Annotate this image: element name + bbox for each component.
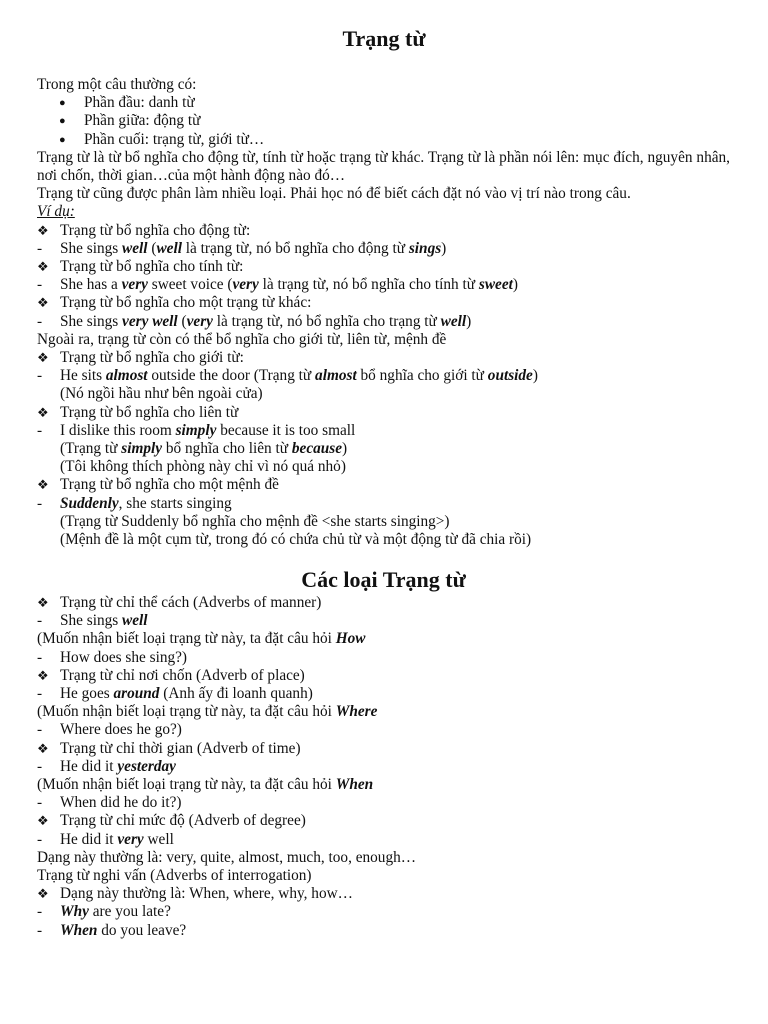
example-heading: ❖ Trạng từ bổ nghĩa cho một trạng từ khác:	[37, 294, 312, 312]
page-title: Trạng từ	[342, 26, 426, 51]
example-heading: ❖ Trạng từ bổ nghĩa cho tính từ:	[37, 258, 244, 276]
diamond-bullet-icon: ❖	[37, 477, 49, 493]
example-note: (Trạng từ Suddenly bổ nghĩa cho mệnh đề <she starts singing>)	[60, 512, 450, 530]
bullet-dot-icon: ●	[59, 115, 66, 128]
diamond-bullet-icon: ❖	[37, 404, 49, 420]
dash-bullet-icon: -	[37, 421, 43, 439]
dash-bullet-icon: -	[37, 312, 43, 330]
example-sentence: - When do you leave?	[37, 921, 187, 939]
example-note: (Trạng từ simply bổ nghĩa cho liên từ because)	[60, 440, 348, 458]
diamond-bullet-icon: ❖	[37, 259, 49, 275]
type-heading: ❖ Trạng từ chỉ nơi chốn (Adverb of place)	[37, 666, 305, 684]
example-label: Ví dụ:	[37, 203, 75, 221]
dash-bullet-icon: -	[37, 648, 43, 666]
diamond-bullet-icon: ❖	[37, 740, 49, 756]
example-heading: ❖ Trạng từ bổ nghĩa cho động từ:	[37, 221, 251, 239]
diamond-bullet-icon: ❖	[37, 813, 49, 829]
type-heading: ❖ Trạng từ chỉ thể cách (Adverbs of manner)	[37, 594, 322, 611]
example-note: (Nó ngồi hầu như bên ngoài cửa)	[60, 385, 263, 403]
example-sentence: - How does she sing?)	[37, 648, 188, 666]
dash-bullet-icon: -	[37, 794, 43, 812]
dash-bullet-icon: -	[37, 903, 43, 921]
example-heading: ❖ Trạng từ bổ nghĩa cho liên từ	[37, 403, 239, 421]
list-item: ● Phần giữa: động từ	[59, 112, 201, 130]
diamond-bullet-icon: ❖	[37, 295, 49, 311]
section-title: Các loại Trạng từ	[301, 567, 466, 592]
list-item: ● Phần cuối: trạng từ, giới từ…	[59, 130, 265, 148]
bullet-dot-icon: ●	[59, 133, 66, 146]
section-intro	[37, 76, 730, 549]
paragraph: Ngoài ra, trạng từ còn có thể bổ nghĩa cho giới từ, liên từ, mệnh đề	[37, 330, 447, 348]
paragraph: Dạng này thường là: very, quite, almost, much, too, enough…	[37, 848, 417, 866]
intro-lead: Trong một câu thường có:	[37, 76, 197, 93]
example-sentence: - She sings well	[37, 612, 148, 630]
diamond-bullet-icon: ❖	[37, 886, 49, 902]
example-note: (Tôi không thích phòng này chỉ vì nó quá nhỏ)	[60, 458, 346, 476]
example-sentence: - Why are you late?	[37, 903, 171, 921]
dash-bullet-icon: -	[37, 494, 43, 512]
example-sentence: - Where does he go?)	[37, 721, 182, 739]
example-sentence: - When did he do it?)	[37, 794, 182, 812]
question-hint: (Muốn nhận biết loại trạng từ này, ta đặt câu hỏi When	[37, 776, 374, 794]
example-heading: ❖ Trạng từ bổ nghĩa cho một mệnh đề	[37, 476, 279, 494]
list-item: ● Phần đầu: danh từ	[59, 94, 195, 112]
type-heading: ❖ Trạng từ chỉ thời gian (Adverb of time)	[37, 739, 301, 757]
example-sentence: - He did it yesterday	[37, 757, 176, 775]
example-sentence: - He did it very well	[37, 830, 174, 848]
diamond-bullet-icon: ❖	[37, 595, 49, 610]
example-sentence: - She has a very sweet voice (very là trạng từ, nó bổ nghĩa cho tính từ sweet)	[37, 276, 518, 294]
example-note: (Mệnh đề là một cụm từ, trong đó có chứa chủ từ và một động từ đã chia rồi)	[60, 531, 532, 549]
dash-bullet-icon: -	[37, 721, 43, 739]
section-adverb-types	[37, 566, 730, 940]
dash-bullet-icon: -	[37, 921, 43, 939]
example-sentence: - He sits almost outside the door (Trạng từ almost bổ nghĩa cho giới từ outside)	[37, 367, 538, 385]
paragraph: Trạng từ cũng được phân làm nhiều loại. Phải học nó để biết cách đặt nó vào vị trí nào trong câu.	[37, 185, 631, 203]
diamond-bullet-icon: ❖	[37, 667, 49, 683]
dash-bullet-icon: -	[37, 276, 43, 294]
dash-bullet-icon: -	[37, 757, 43, 775]
question-hint: (Muốn nhận biết loại trạng từ này, ta đặt câu hỏi Where	[37, 703, 378, 721]
type-note: ❖ Dạng này thường là: When, where, why, how…	[37, 885, 353, 903]
dash-bullet-icon: -	[37, 685, 43, 703]
paragraph: Trạng từ là từ bổ nghĩa cho động từ, tính từ hoặc trạng từ khác. Trạng từ là phần nói lên: mục đích, nguyên nhân, nơi chốn, thời gian…của một hành động nào đó…	[37, 148, 730, 185]
dash-bullet-icon: -	[37, 239, 43, 257]
diamond-bullet-icon: ❖	[37, 350, 49, 366]
question-hint: (Muốn nhận biết loại trạng từ này, ta đặt câu hỏi How	[37, 630, 366, 648]
bullet-dot-icon: ●	[59, 97, 66, 110]
dash-bullet-icon: -	[37, 367, 43, 385]
example-sentence: - She sings very well (very là trạng từ, nó bổ nghĩa cho trạng từ well)	[37, 312, 472, 330]
dash-bullet-icon: -	[37, 612, 43, 630]
dash-bullet-icon: -	[37, 830, 43, 848]
example-sentence: - He goes around (Anh ấy đi loanh quanh)	[37, 685, 313, 703]
example-sentence: - I dislike this room simply because it is too small	[37, 421, 356, 439]
example-heading: ❖ Trạng từ bổ nghĩa cho giới từ:	[37, 349, 244, 367]
example-sentence: - She sings well (well là trạng từ, nó bổ nghĩa cho động từ sings)	[37, 239, 447, 257]
type-heading: Trạng từ nghi vấn (Adverbs of interrogation)	[37, 867, 312, 885]
type-heading: ❖ Trạng từ chỉ mức độ (Adverb of degree)	[37, 812, 306, 830]
diamond-bullet-icon: ❖	[37, 222, 49, 238]
example-sentence: - Suddenly, she starts singing	[37, 494, 232, 512]
